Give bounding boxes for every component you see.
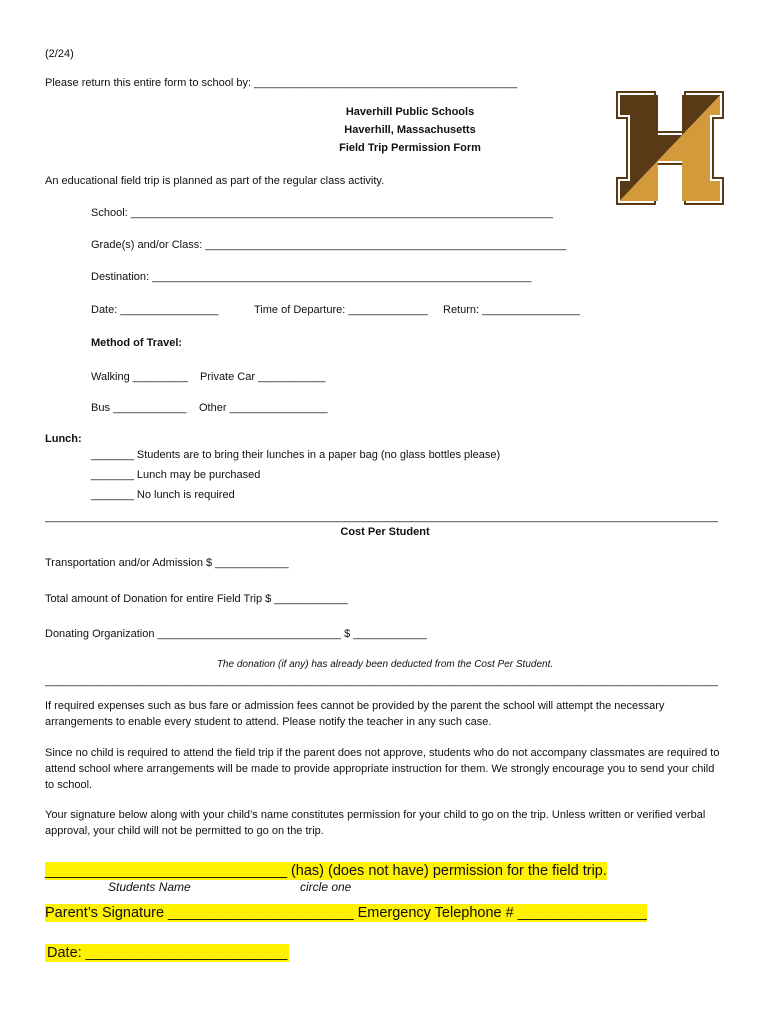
method-of-travel-heading: Method of Travel: xyxy=(91,337,183,349)
donation-total-field[interactable]: Total amount of Donation for entire Field Trip $ ____________ xyxy=(45,593,348,605)
lunch-heading: Lunch: xyxy=(45,433,82,445)
donating-organization-field[interactable]: Donating Organization ______________________________ $ ____________ xyxy=(45,628,427,640)
cost-per-student-heading: Cost Per Student xyxy=(340,526,430,538)
permission-statement[interactable]: (has) (does not have) permission for the field trip. xyxy=(290,863,607,879)
lunch-option-purchase[interactable]: _______ Lunch may be purchased xyxy=(91,469,261,481)
haverhill-h-logo-icon xyxy=(612,87,728,209)
travel-bus-field[interactable]: Bus ____________ xyxy=(91,402,187,414)
travel-other-field[interactable]: Other ________________ xyxy=(199,402,328,414)
expenses-paragraph: If required expenses such as bus fare or admission fees cannot be provided by the parent the school will attempt the necessary arrangements to enable every student to attend. Please notify the teacher in any such case. xyxy=(45,700,665,728)
destination-field[interactable]: Destination: ______________________________________________________________ xyxy=(91,271,532,283)
circle-one-caption: circle one xyxy=(300,880,352,894)
lunch-option-none[interactable]: _______ No lunch is required xyxy=(91,489,235,501)
signature-paragraph: Your signature below along with your child’s name constitutes permission for your child to go on the trip. Unless written or verified verbal approval, your child will not be permitted to go on the trip. xyxy=(45,809,706,837)
divider-bottom: ______________________________________________________________________________________________________________ xyxy=(45,675,718,687)
divider-top: ______________________________________________________________________________________________________________ xyxy=(45,511,718,523)
school-district-location: Haverhill, Massachusetts xyxy=(344,124,476,136)
students-name-caption: Students Name xyxy=(108,880,191,894)
transportation-cost-field[interactable]: Transportation and/or Admission $ ____________ xyxy=(45,557,289,569)
donation-note: The donation (if any) has already been deducted from the Cost Per Student. xyxy=(216,659,554,670)
form-title: Field Trip Permission Form xyxy=(339,142,481,154)
date-field[interactable]: Date: ________________ xyxy=(91,304,219,316)
departure-time-field[interactable]: Time of Departure: _____________ xyxy=(254,304,428,316)
signature-line xyxy=(45,904,647,922)
school-district-name: Haverhill Public Schools xyxy=(345,106,475,118)
emergency-telephone-field[interactable]: Emergency Telephone # ________________ xyxy=(357,905,647,921)
return-by-line: Please return this entire form to school by: ___________________________________________ xyxy=(45,77,518,89)
form-version: (2/24) xyxy=(45,48,74,60)
travel-private-car-field[interactable]: Private Car ___________ xyxy=(200,371,326,383)
lunch-option-bring[interactable]: _______ Students are to bring their lunches in a paper bag (no glass bottles please) xyxy=(91,449,501,461)
student-name-field[interactable]: ______________________________ xyxy=(45,863,287,879)
signature-date-field[interactable]: Date: _________________________ xyxy=(47,945,288,961)
permission-line xyxy=(45,862,607,880)
return-time-field[interactable]: Return: ________________ xyxy=(443,304,581,316)
intro-text: An educational field trip is planned as part of the regular class activity. xyxy=(45,175,385,187)
attendance-paragraph: Since no child is required to attend the field trip if the parent does not approve, students who do not accompany classmates are required to attend school where arrangements will be made to provide appropriate instruction for them. We strongly encourage you to send your child to school. xyxy=(45,747,720,791)
travel-walking-field[interactable]: Walking _________ xyxy=(91,371,188,383)
school-field[interactable]: School: _____________________________________________________________________ xyxy=(91,207,553,219)
grade-class-field[interactable]: Grade(s) and/or Class: ___________________________________________________________ xyxy=(91,239,567,251)
parent-signature-field[interactable]: Parent’s Signature _______________________ xyxy=(45,905,354,921)
